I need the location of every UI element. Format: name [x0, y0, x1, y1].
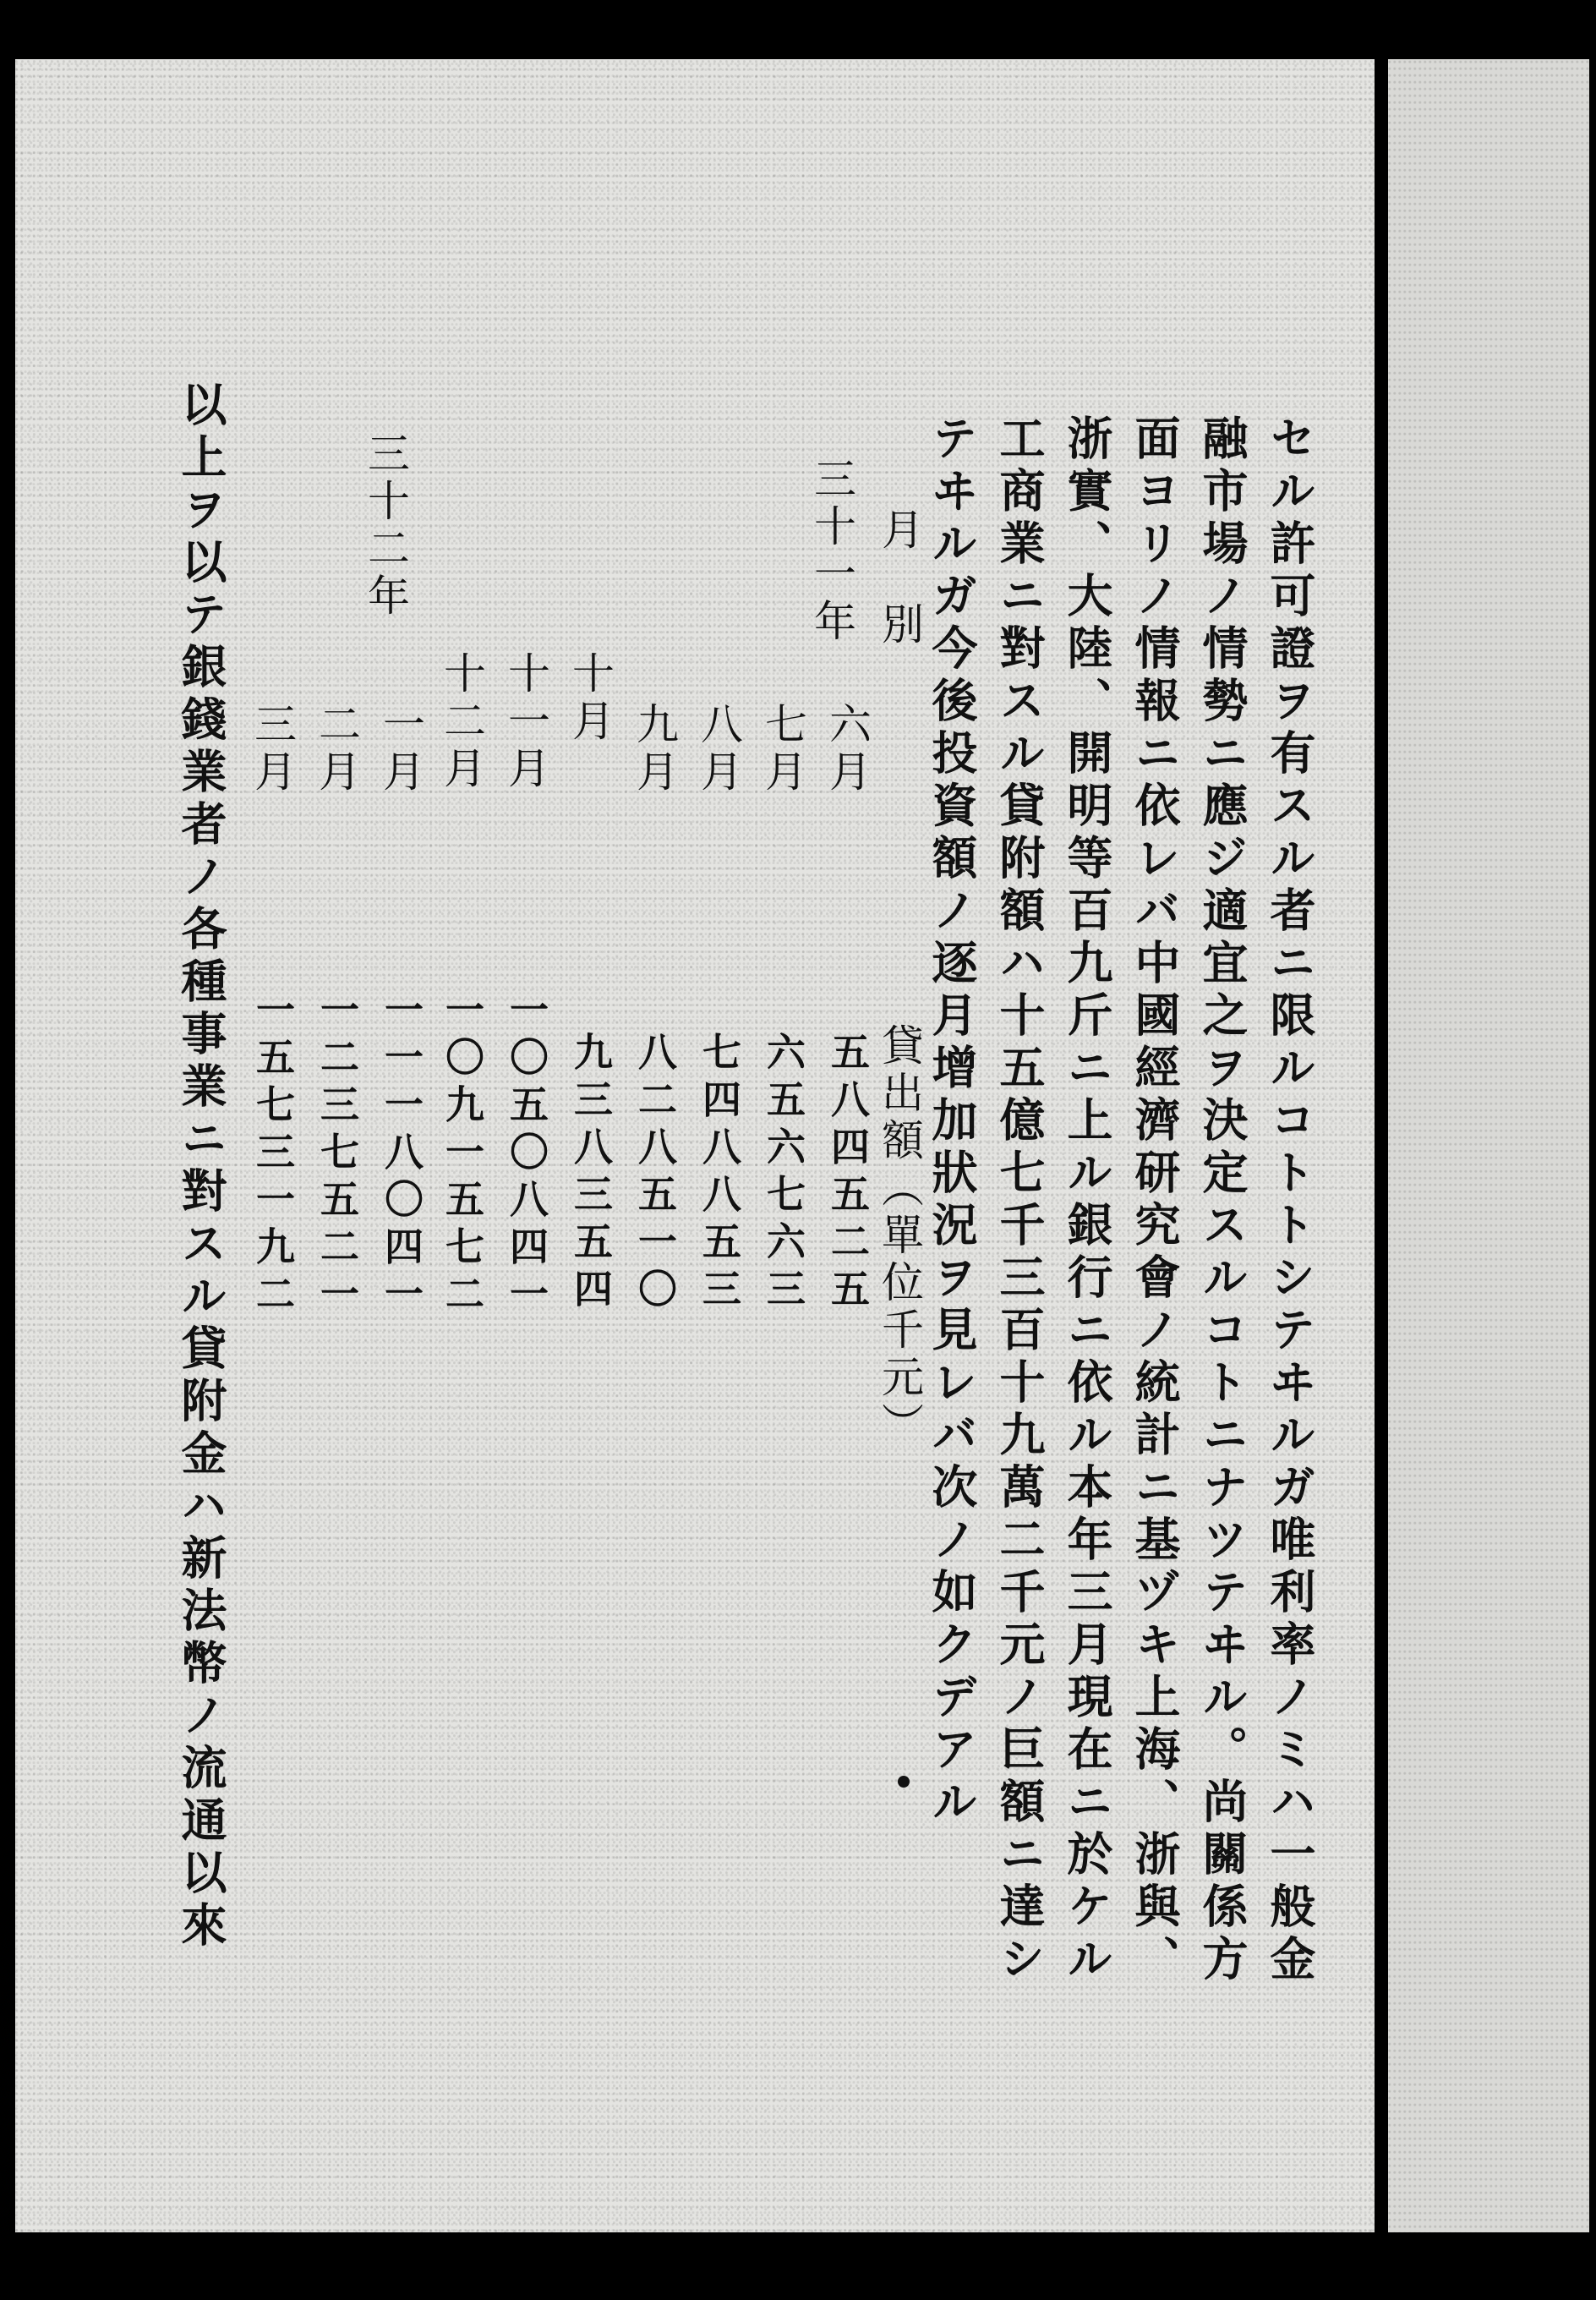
period-mark — [898, 1776, 910, 1788]
table-amount-cell: 九三八三五四 — [568, 1032, 614, 1316]
body-text-column-1: セル許可證ヲ有スル者ニ限ルコトトシテヰルガ唯利率ノミハ一般金 — [1263, 414, 1317, 1987]
table-month-cell: 二月 — [312, 702, 361, 797]
table-month-cell: 七月 — [758, 702, 807, 797]
table-amount-cell: 八二八五一〇 — [632, 1032, 678, 1316]
table-header-amount: 貸出額（單位千元） — [875, 1023, 924, 1449]
year-label-31: 三十一年 — [807, 457, 856, 646]
table-amount-cell: 一〇九一五七二 — [440, 989, 485, 1321]
body-text-column-5: 工商業ニ對スル貸附額ハ十五億七千三百十九萬二千元ノ巨額ニ達シ — [992, 414, 1047, 1987]
table-month-cell: 六月 — [823, 702, 872, 797]
table-month-cell: 三月 — [248, 702, 297, 797]
body-text-column-4: 浙實、大陸、開明等百九斤ニ上ル銀行ニ依ル本年三月現在ニ於ケル — [1060, 414, 1114, 1987]
year-label-32: 三十二年 — [361, 431, 410, 621]
body-text-column-2: 融市場ノ情勢ニ應ジ適宜之ヲ決定スルコトニナツテヰル。尚關係方 — [1195, 414, 1249, 1987]
table-month-cell: 一月 — [376, 702, 425, 797]
table-month-cell: 十月 — [566, 651, 615, 746]
table-amount-cell: 五八四五二五 — [825, 1032, 871, 1316]
table-month-cell: 八月 — [694, 702, 743, 797]
adjacent-page-edge — [1388, 59, 1589, 2232]
page-gutter — [1375, 51, 1388, 2241]
table-amount-cell: 一一一八〇四一 — [379, 989, 424, 1321]
table-amount-cell: 一二三七五二一 — [314, 989, 360, 1321]
table-header-month: 月 別 — [875, 507, 924, 649]
table-amount-cell: 六五六七六三 — [761, 1032, 806, 1316]
table-amount-cell: 一〇五〇八四一 — [504, 989, 549, 1321]
table-amount-cell: 七四八八五三 — [697, 1032, 742, 1316]
body-text-column-3: 面ヨリノ情報ニ依レバ中國經濟研究會ノ統計ニ基ヅキ上海、浙與、 — [1128, 414, 1182, 1987]
table-month-cell: 九月 — [630, 702, 679, 797]
table-month-cell: 十一月 — [501, 651, 550, 793]
closing-text-column: 以上ヲ以テ銀錢業者ノ各種事業ニ對スル貸附金ハ新法幣ノ流通以來 — [174, 381, 228, 1953]
table-amount-cell: 一五七三一九二 — [250, 989, 296, 1321]
body-text-column-6: テヰルガ今後投資額ノ逐月增加狀況ヲ見レバ次ノ如クデアル — [925, 414, 979, 1830]
document-page — [15, 59, 1375, 2232]
table-month-cell: 十二月 — [437, 651, 486, 793]
